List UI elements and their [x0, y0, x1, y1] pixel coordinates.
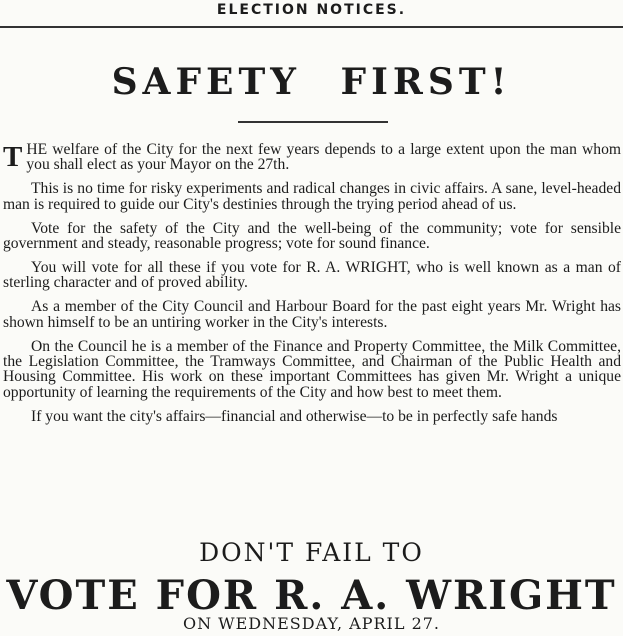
- paragraph: [3, 181, 621, 212]
- cta-vote-for: VOTE FOR R. A. WRIGHT: [6, 572, 617, 619]
- paragraph-text: As a member of the City Council and Harbour Board for the past eight years Mr. Wright has shown himself to be an untiring worker in the City's interests.: [3, 298, 621, 331]
- paragraph: [3, 260, 621, 291]
- header-divider: [0, 26, 623, 28]
- cta-election-date: ON WEDNESDAY, APRIL 27.: [182, 614, 441, 633]
- notice-body: [3, 142, 621, 433]
- paragraph: [3, 221, 621, 252]
- paragraph: [3, 299, 621, 330]
- paragraph-text: If you want the city's affairs—financial and otherwise—to be in perfectly safe hands: [31, 407, 558, 425]
- paragraph-text: On the Council he is a member of the Finance and Property Committee, the Milk Committee, the Legislation Committee, the Tramways Committee, and Chairman of the Public Health and Housing Committee. His work on these important Committees has given Mr. Wright a unique opportunity of learning the requirements of the City and how best to meet them.: [3, 337, 621, 401]
- paragraph: [3, 142, 621, 173]
- cta-dont-fail: DON'T FAIL TO: [199, 538, 424, 567]
- paragraph: [3, 409, 621, 424]
- headline: SAFETY FIRST!: [111, 61, 512, 103]
- drop-cap: T: [3, 141, 23, 173]
- headline-underline: [238, 121, 388, 123]
- paragraph-text: You will vote for all these if you vote for R. A. WRIGHT, who is well known as a man of sterling character and of proved ability.: [3, 258, 621, 292]
- section-header: ELECTION NOTICES.: [216, 2, 407, 18]
- paragraph-text: Vote for the safety of the City and the well-being of the community; vote for sensible government and steady, reasonable progress; vote for sound finance.: [3, 219, 621, 253]
- paragraph-text: HE welfare of the City for the next few years depends to a large extent upon the man whom you shall elect as your Mayor on the 27th.: [26, 141, 621, 174]
- paragraph-text: This is no time for risky experiments and radical changes in civic affairs. A sane, level-headed man is required to guide our City's destinies through the trying period ahead of us.: [3, 180, 621, 213]
- paragraph: [3, 339, 621, 401]
